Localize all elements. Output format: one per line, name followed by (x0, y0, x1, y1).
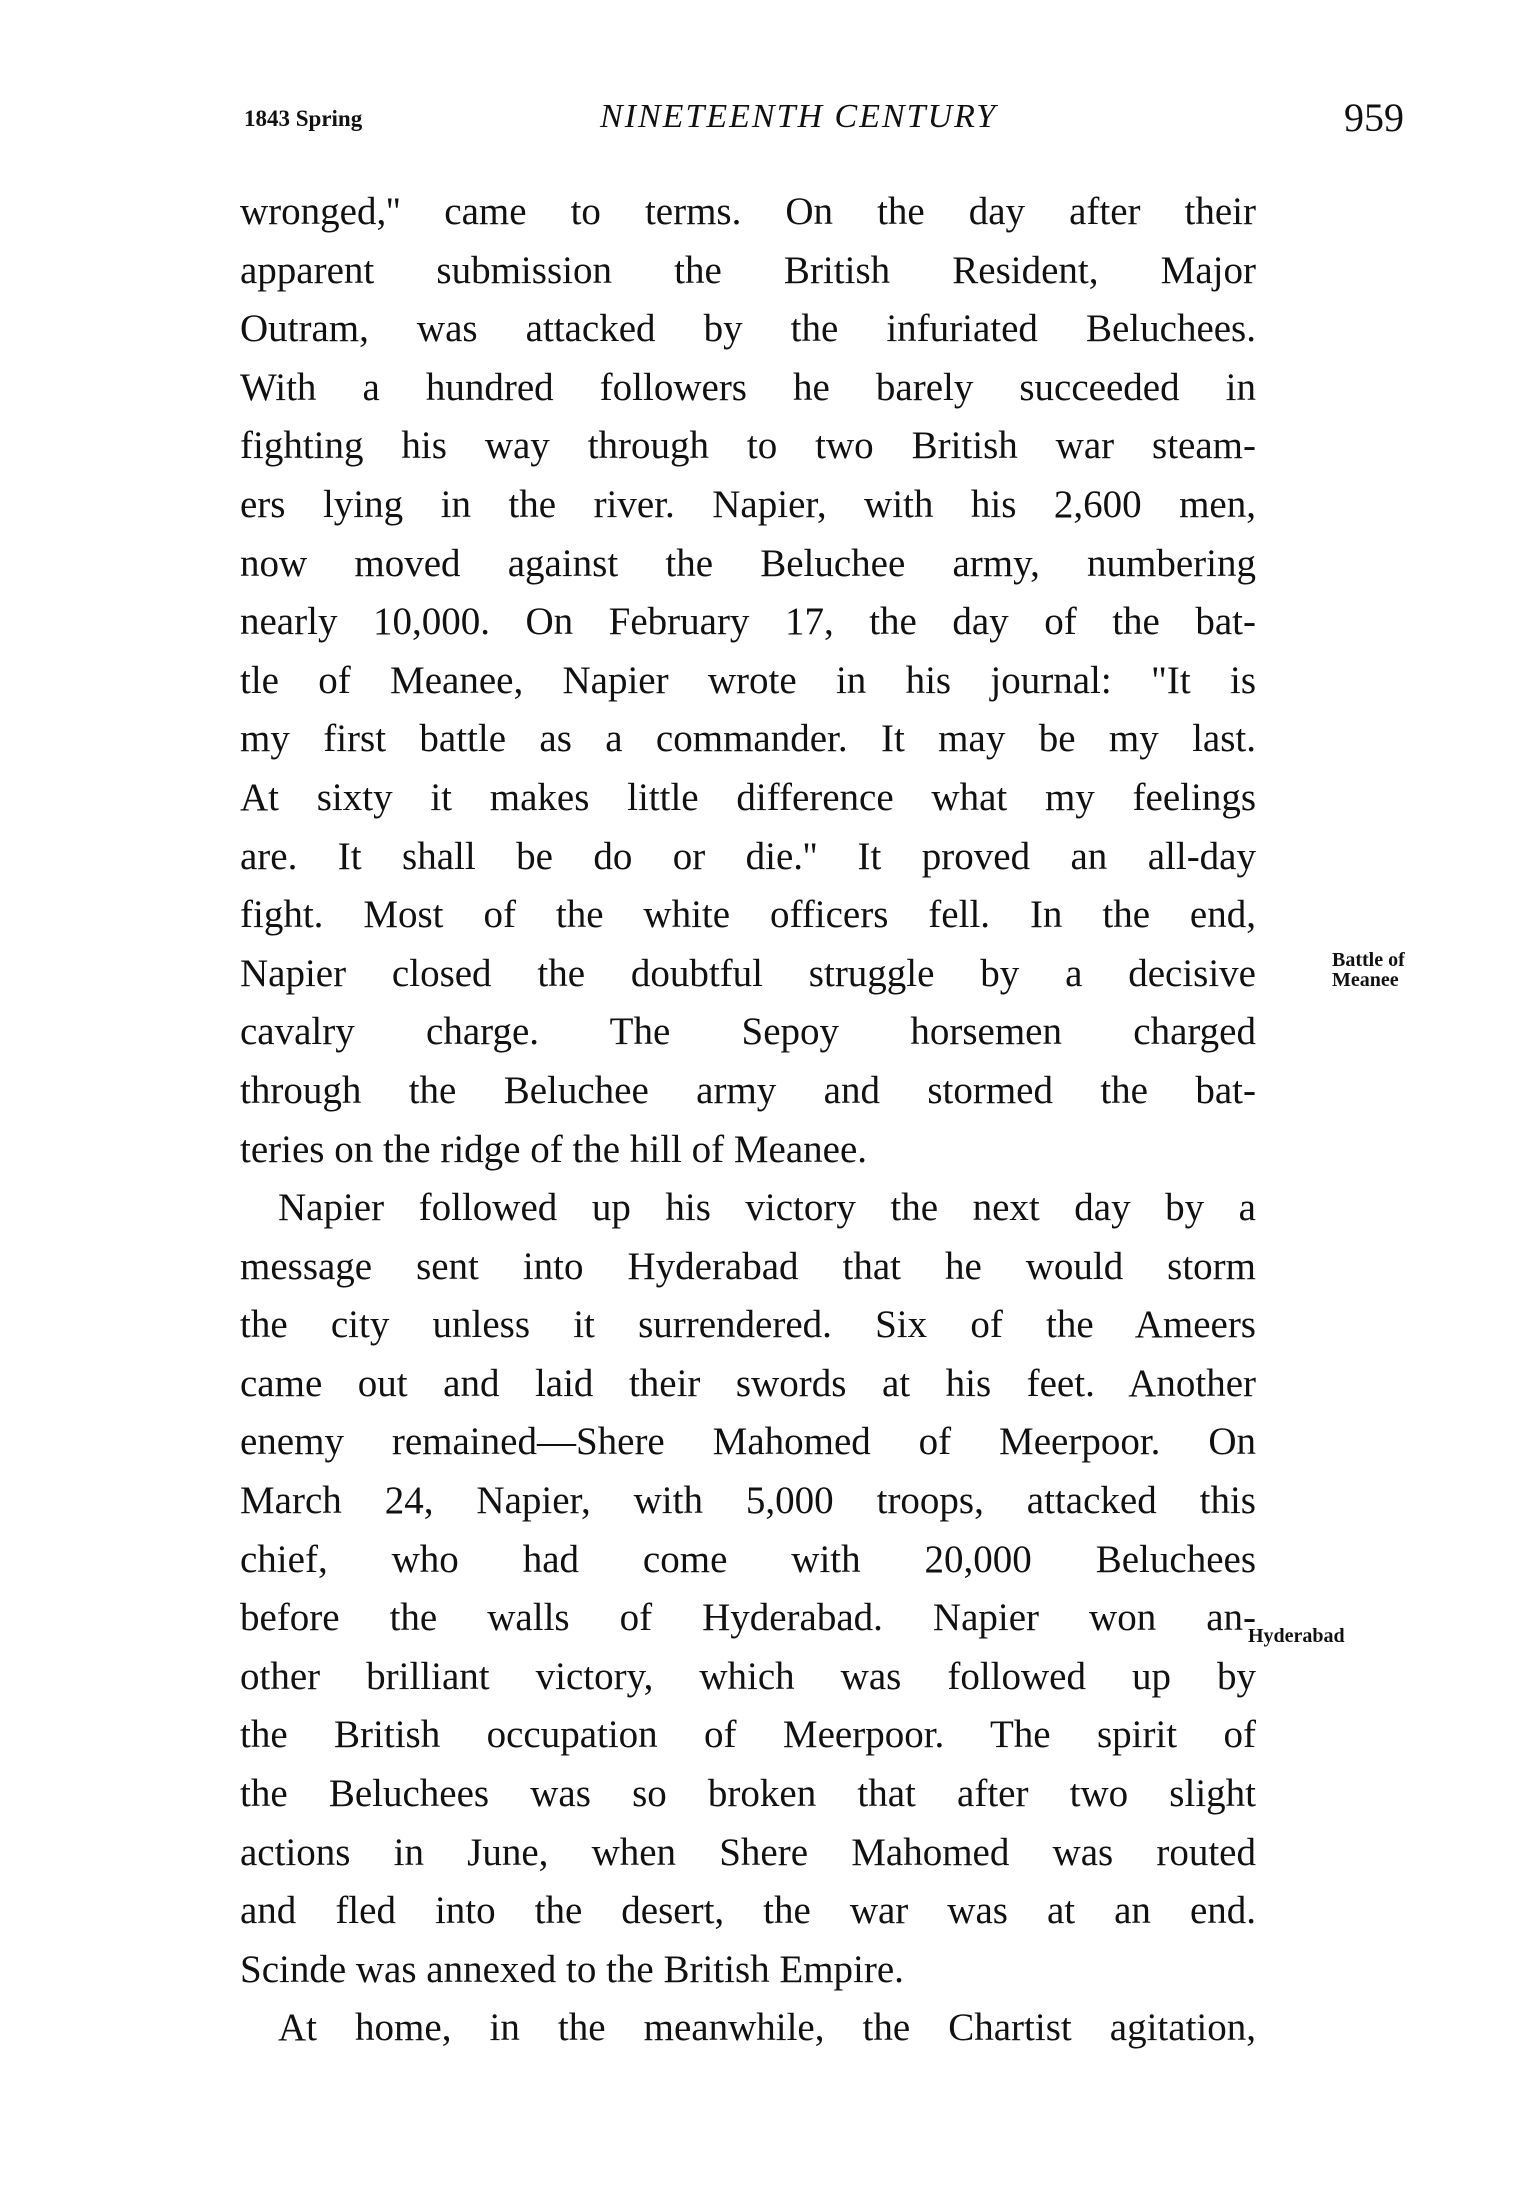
text-line: message sent into Hyderabad that he would storm (240, 1244, 1256, 1288)
margin-note-hyderabad: Hyderabad (1248, 1625, 1345, 1647)
text-line: chief, who had come with 20,000 Beluchees (240, 1537, 1256, 1581)
text-line: wronged,'' came to terms. On the day after their (240, 190, 1256, 233)
text-line: and fled into the desert, the war was at an end. (240, 1889, 1256, 1933)
text-line: through the Beluchee army and stormed the bat- (240, 1068, 1256, 1112)
margin-note-line: Battle of (1332, 949, 1405, 971)
text-line: At sixty it makes little difference what my feelings (240, 775, 1256, 819)
margin-note-battle-of-meanee (1332, 950, 1405, 990)
text-line: the Beluchees was so broken that after two slight (240, 1772, 1256, 1816)
text-line: before the walls of Hyderabad. Napier won an- (240, 1596, 1256, 1640)
text-line: With a hundred followers he barely succeeded in (240, 365, 1256, 409)
running-date: 1843 Spring (244, 106, 363, 131)
text-line: Napier closed the doubtful struggle by a decisive (240, 951, 1256, 995)
text-line: fighting his way through to two British war steam- (240, 424, 1256, 468)
text-line: the city unless it surrendered. Six of the Ameers (240, 1303, 1256, 1347)
text-line: now moved against the Beluchee army, numbering (240, 541, 1256, 585)
page-number: 959 (1344, 95, 1404, 140)
text-line: are. It shall be do or die.'' It proved an all-day (240, 834, 1256, 878)
running-title: NINETEENTH CENTURY (600, 98, 998, 135)
text-line: cavalry charge. The Sepoy horsemen charged (240, 1010, 1256, 1054)
text-line: apparent submission the British Resident, Major (240, 248, 1256, 292)
text-line: March 24, Napier, with 5,000 troops, attacked this (240, 1479, 1256, 1523)
margin-note-line: Meanee (1332, 969, 1399, 991)
body-text (240, 183, 1256, 2058)
text-line: came out and laid their swords at his feet. Another (240, 1361, 1256, 1405)
text-line: tle of Meanee, Napier wrote in his journal: "It is (240, 658, 1256, 702)
text-line: actions in June, when Shere Mahomed was routed (240, 1830, 1256, 1874)
text-line: Napier followed up his victory the next day by a (278, 1186, 1256, 1230)
text-line: fight. Most of the white officers fell. In the end, (240, 893, 1256, 937)
text-line: my first battle as a commander. It may be my last. (240, 717, 1256, 761)
text-line: Outram, was attacked by the infuriated Beluchees. (240, 307, 1256, 351)
text-line: Scinde was annexed to the British Empire. (240, 1947, 904, 1991)
text-line: enemy remained—Shere Mahomed of Meerpoor. On (240, 1420, 1256, 1464)
text-line: ers lying in the river. Napier, with his 2,600 men, (240, 482, 1256, 526)
text-line: teries on the ridge of the hill of Meanee. (240, 1127, 868, 1171)
text-line: At home, in the meanwhile, the Chartist agitation, (278, 2006, 1256, 2050)
text-line: the British occupation of Meerpoor. The spirit of (240, 1713, 1256, 1757)
text-line: nearly 10,000. On February 17, the day of the bat- (240, 600, 1256, 644)
text-line: other brilliant victory, which was followed up by (240, 1654, 1256, 1698)
